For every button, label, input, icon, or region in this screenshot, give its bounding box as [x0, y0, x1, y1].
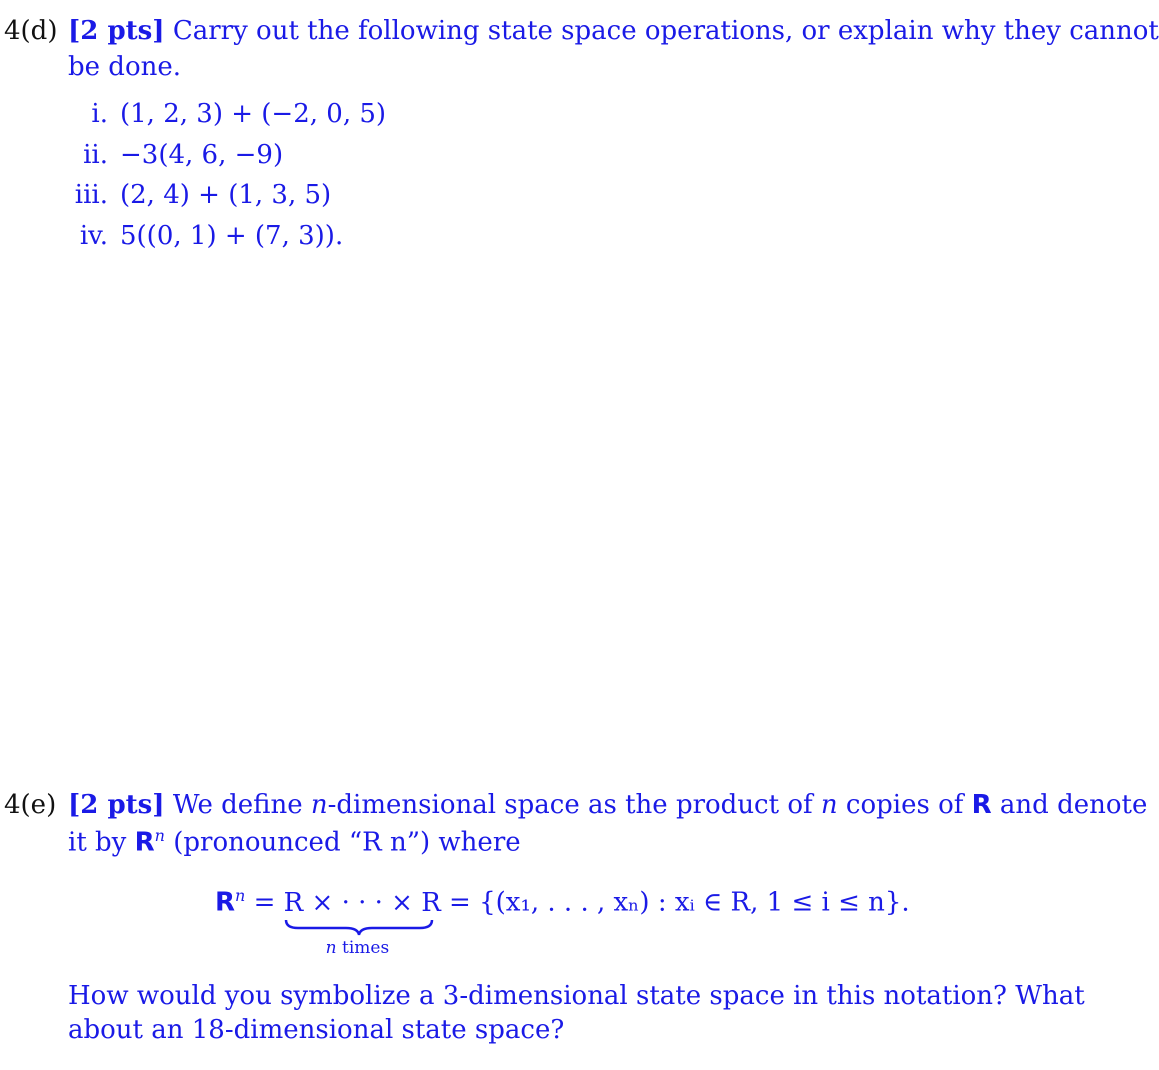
item-expression: 5((0, 1) + (7, 3)). — [120, 221, 344, 251]
math-var-n: n — [325, 937, 337, 958]
item-expression: −3(4, 6, −9) — [120, 140, 284, 170]
item-expression: (2, 4) + (1, 3, 5) — [120, 180, 332, 210]
points-4d: [2 pts] — [68, 16, 165, 46]
question-4d-line1 — [68, 16, 1159, 46]
text-fragment: and denote — [991, 790, 1148, 820]
question-number-4d: 4(d) — [4, 16, 58, 46]
underbrace-label — [326, 938, 390, 958]
item-label: iii. — [74, 180, 108, 210]
math-product: R × · · · × R — [283, 887, 441, 918]
question-4e-line2 — [68, 826, 521, 858]
item-expression: (1, 2, 3) + (−2, 0, 5) — [120, 99, 387, 129]
math-set-builder: = {(x₁, . . . , xₙ) : xᵢ ∈ R, 1 ≤ i ≤ n}. — [440, 887, 910, 918]
question-4e-question-line1: How would you symbolize a 3-dimensional state space in this notation? What — [68, 981, 1085, 1011]
display-equation — [215, 886, 910, 958]
math-reals: R — [134, 827, 155, 858]
question-4d-line2: be done. — [68, 52, 181, 82]
math-superscript: n — [235, 886, 246, 905]
item-label: i. — [91, 99, 108, 129]
underbrace-icon — [284, 918, 434, 936]
text-fragment: copies of — [837, 790, 972, 820]
underbrace-group — [283, 887, 441, 958]
item-label: ii. — [83, 140, 108, 170]
text-fragment: -dimensional space as the product of — [327, 790, 821, 820]
text-fragment: times — [336, 937, 390, 958]
math-reals: R — [971, 790, 992, 820]
question-4e-question-line2: about an 18-dimensional state space? — [68, 1015, 565, 1045]
text-fragment: We define — [172, 790, 311, 820]
math-reals: R — [215, 887, 236, 918]
math-var-n: n — [820, 790, 838, 820]
question-4d-text1: Carry out the following state space operations, or explain why they cannot — [172, 16, 1159, 46]
points-4e: [2 pts] — [68, 790, 165, 820]
math-superscript: n — [154, 826, 165, 845]
question-number-4e: 4(e) — [4, 790, 57, 820]
text-fragment: it by — [68, 827, 135, 858]
math-var-n: n — [310, 790, 328, 820]
item-label: iv. — [79, 221, 108, 251]
text-fragment: (pronounced “R n”) where — [164, 827, 521, 858]
question-4e-line1 — [68, 790, 1147, 820]
math-equals: = — [245, 887, 284, 918]
